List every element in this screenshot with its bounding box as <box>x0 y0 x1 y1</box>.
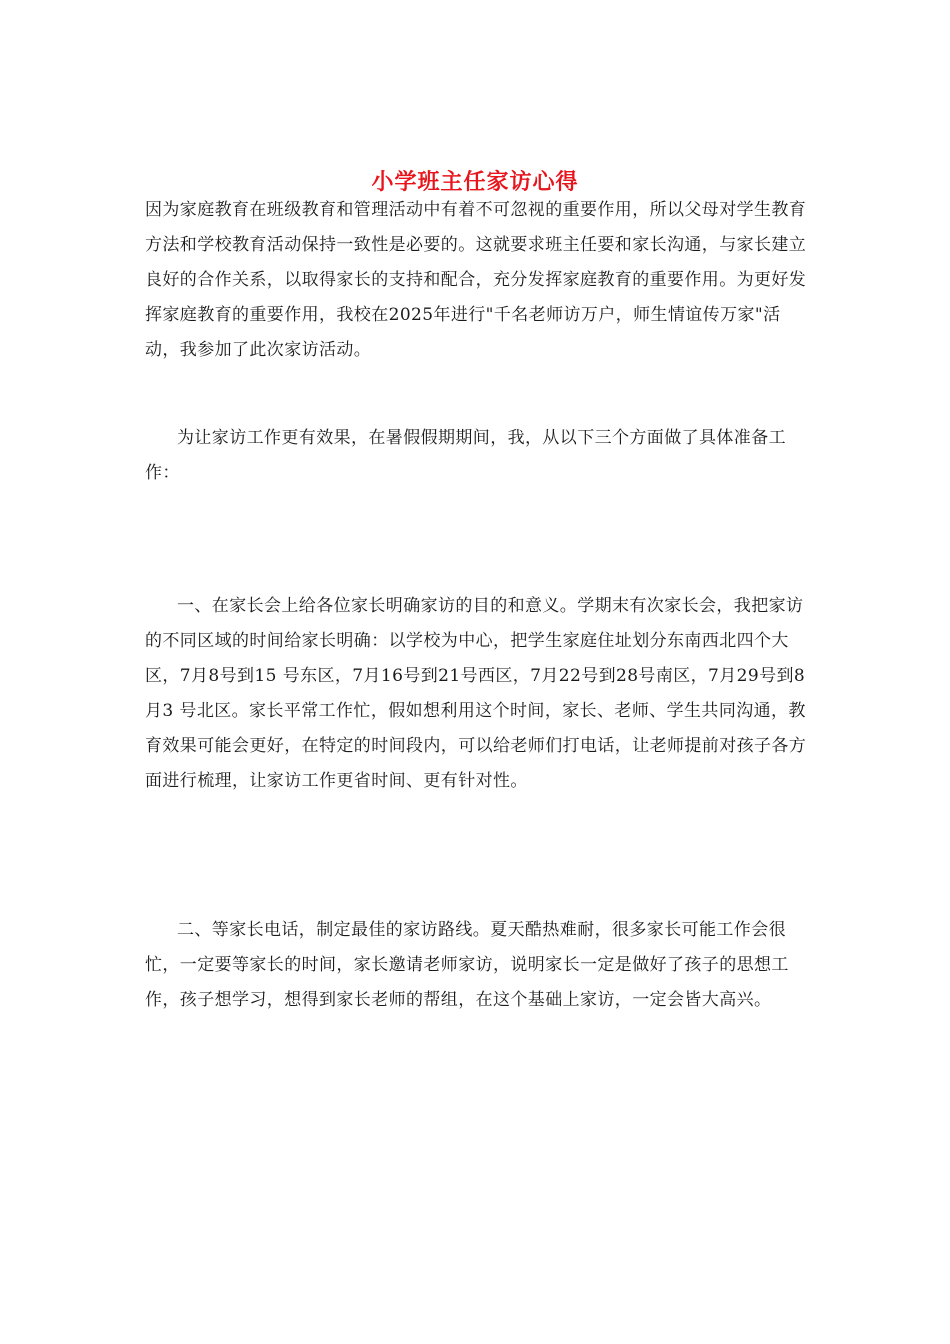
paragraph-preparation: 为让家访工作更有效果，在暑假假期期间，我，从以下三个方面做了具体准备工作： <box>145 428 786 483</box>
document-title: 小学班主任家访心得 <box>371 168 579 195</box>
paragraph-point-one: 一、在家长会上给各位家长明确家访的目的和意义。学期末有次家长会，我把家访的不同区域的时间给家长明确：以学校为中心，把学生家庭住址划分东南西北四个大区，7月8号到15 号东区，7月16号到21号西区，7月22号到28号南区，7月29号到8月3 号北区。家长平常工作忙，假如想利用这个时间，家长、老师、学生共同沟通，教育效果可能会更好，在特定的时间段内，可以给老师们打电话，让老师提前对孩子各方面进行梳理，让家访工作更省时间、更有针对性。 <box>145 596 807 791</box>
paragraph-point-two: 二、等家长电话，制定最佳的家访路线。夏天酷热难耐，很多家长可能工作会很忙，一定要等家长的时间，家长邀请老师家访，说明家长一定是做好了孩子的思想工作，孩子想学习，想得到家长老师的帮组，在这个基础上家访，一定会皆大高兴。 <box>145 920 789 1010</box>
paragraph-intro: 因为家庭教育在班级教育和管理活动中有着不可忽视的重要作用，所以父母对学生教育方法和学校教育活动保持一致性是必要的。这就要求班主任要和家长沟通，与家长建立良好的合作关系，以取得家长的支持和配合，充分发挥家庭教育的重要作用。为更好发挥家庭教育的重要作用，我校在2025年进行"千名老师访万户，师生情谊传万家"活动，我参加了此次家访活动。 <box>145 200 807 360</box>
